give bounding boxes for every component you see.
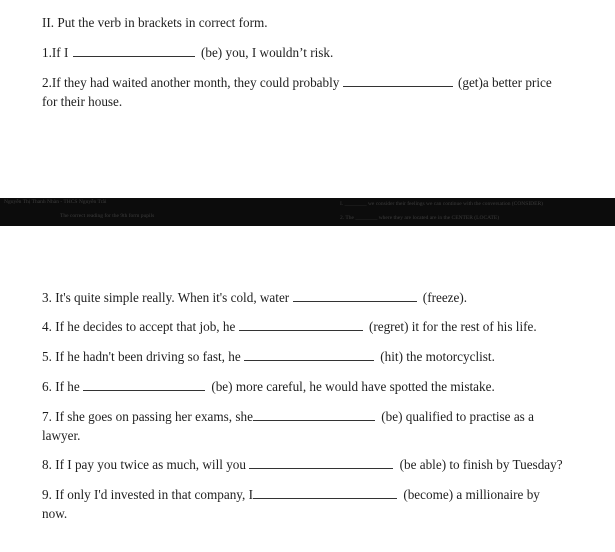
answer-blank-5[interactable]: [244, 349, 374, 361]
question-number: 1.: [42, 45, 52, 60]
question-number: 7.: [42, 409, 52, 424]
answer-blank-6[interactable]: [83, 379, 205, 391]
verb-hint: (be) you, I wouldn’t risk.: [200, 45, 334, 60]
question-number: 4.: [42, 319, 52, 334]
question-text: It's quite simple really. When it's cold, water: [55, 290, 290, 305]
answer-blank-8[interactable]: [249, 457, 393, 469]
question-text: If she goes on passing her exams, she: [55, 409, 253, 424]
verb-hint: (be) qualified to practise as a: [381, 409, 534, 424]
question-2: [42, 75, 552, 91]
question-number: 3.: [42, 290, 52, 305]
question-5: [42, 349, 495, 365]
question-number: 6.: [42, 379, 52, 394]
verb-hint: (become) a millionaire by: [403, 487, 540, 502]
question-9-continuation: now.: [42, 506, 68, 521]
band-right-line-1: I. ________ we consider their feelings we can continue with the conversation (CONSIDER): [340, 201, 543, 207]
question-6: [42, 379, 495, 395]
verb-hint: (hit) the motorcyclist.: [380, 349, 495, 364]
question-7-continuation: lawyer.: [42, 428, 81, 443]
question-text: If I: [51, 45, 69, 60]
answer-blank-1[interactable]: [73, 45, 195, 57]
band-left-line-1: Nguyễn Thị Thanh Nhàn - THCS Nguyễn Trãi: [4, 199, 107, 205]
answer-blank-9[interactable]: [253, 487, 397, 499]
verb-hint: (be able) to finish by Tuesday?: [399, 457, 563, 472]
question-2-continuation: for their house.: [42, 94, 123, 109]
band-left-line-2: The correct reading for the 9th form pupils: [60, 213, 155, 219]
question-text: If he: [55, 379, 80, 394]
question-number: 9.: [42, 487, 52, 502]
question-7: [42, 409, 534, 425]
question-1: [42, 45, 333, 61]
answer-blank-4[interactable]: [239, 319, 363, 331]
question-number: 5.: [42, 349, 52, 364]
question-text: If they had waited another month, they could probably: [51, 75, 340, 90]
band-right-line-2: 2. The ________ where they are located are in the CENTER (LOCATE): [340, 215, 500, 221]
exercise-heading: II. Put the verb in brackets in correct form.: [42, 15, 268, 30]
question-text: If he hadn't been driving so fast, he: [55, 349, 241, 364]
verb-hint: (freeze).: [422, 290, 468, 305]
question-8: [42, 457, 563, 473]
question-number: 2.: [42, 75, 52, 90]
question-number: 8.: [42, 457, 52, 472]
question-text: If I pay you twice as much, will you: [55, 457, 246, 472]
question-9: [42, 487, 540, 503]
question-4: [42, 319, 537, 335]
verb-hint: (regret) it for the rest of his life.: [368, 319, 537, 334]
question-3: [42, 290, 467, 306]
answer-blank-3[interactable]: [293, 290, 417, 302]
overlay-band: [0, 198, 615, 226]
answer-blank-2[interactable]: [343, 75, 453, 87]
question-text: If only I'd invested in that company, I: [55, 487, 254, 502]
verb-hint: (be) more careful, he would have spotted the mistake.: [211, 379, 495, 394]
answer-blank-7[interactable]: [253, 409, 375, 421]
question-text: If he decides to accept that job, he: [55, 319, 236, 334]
verb-hint: (get)a better price: [457, 75, 552, 90]
